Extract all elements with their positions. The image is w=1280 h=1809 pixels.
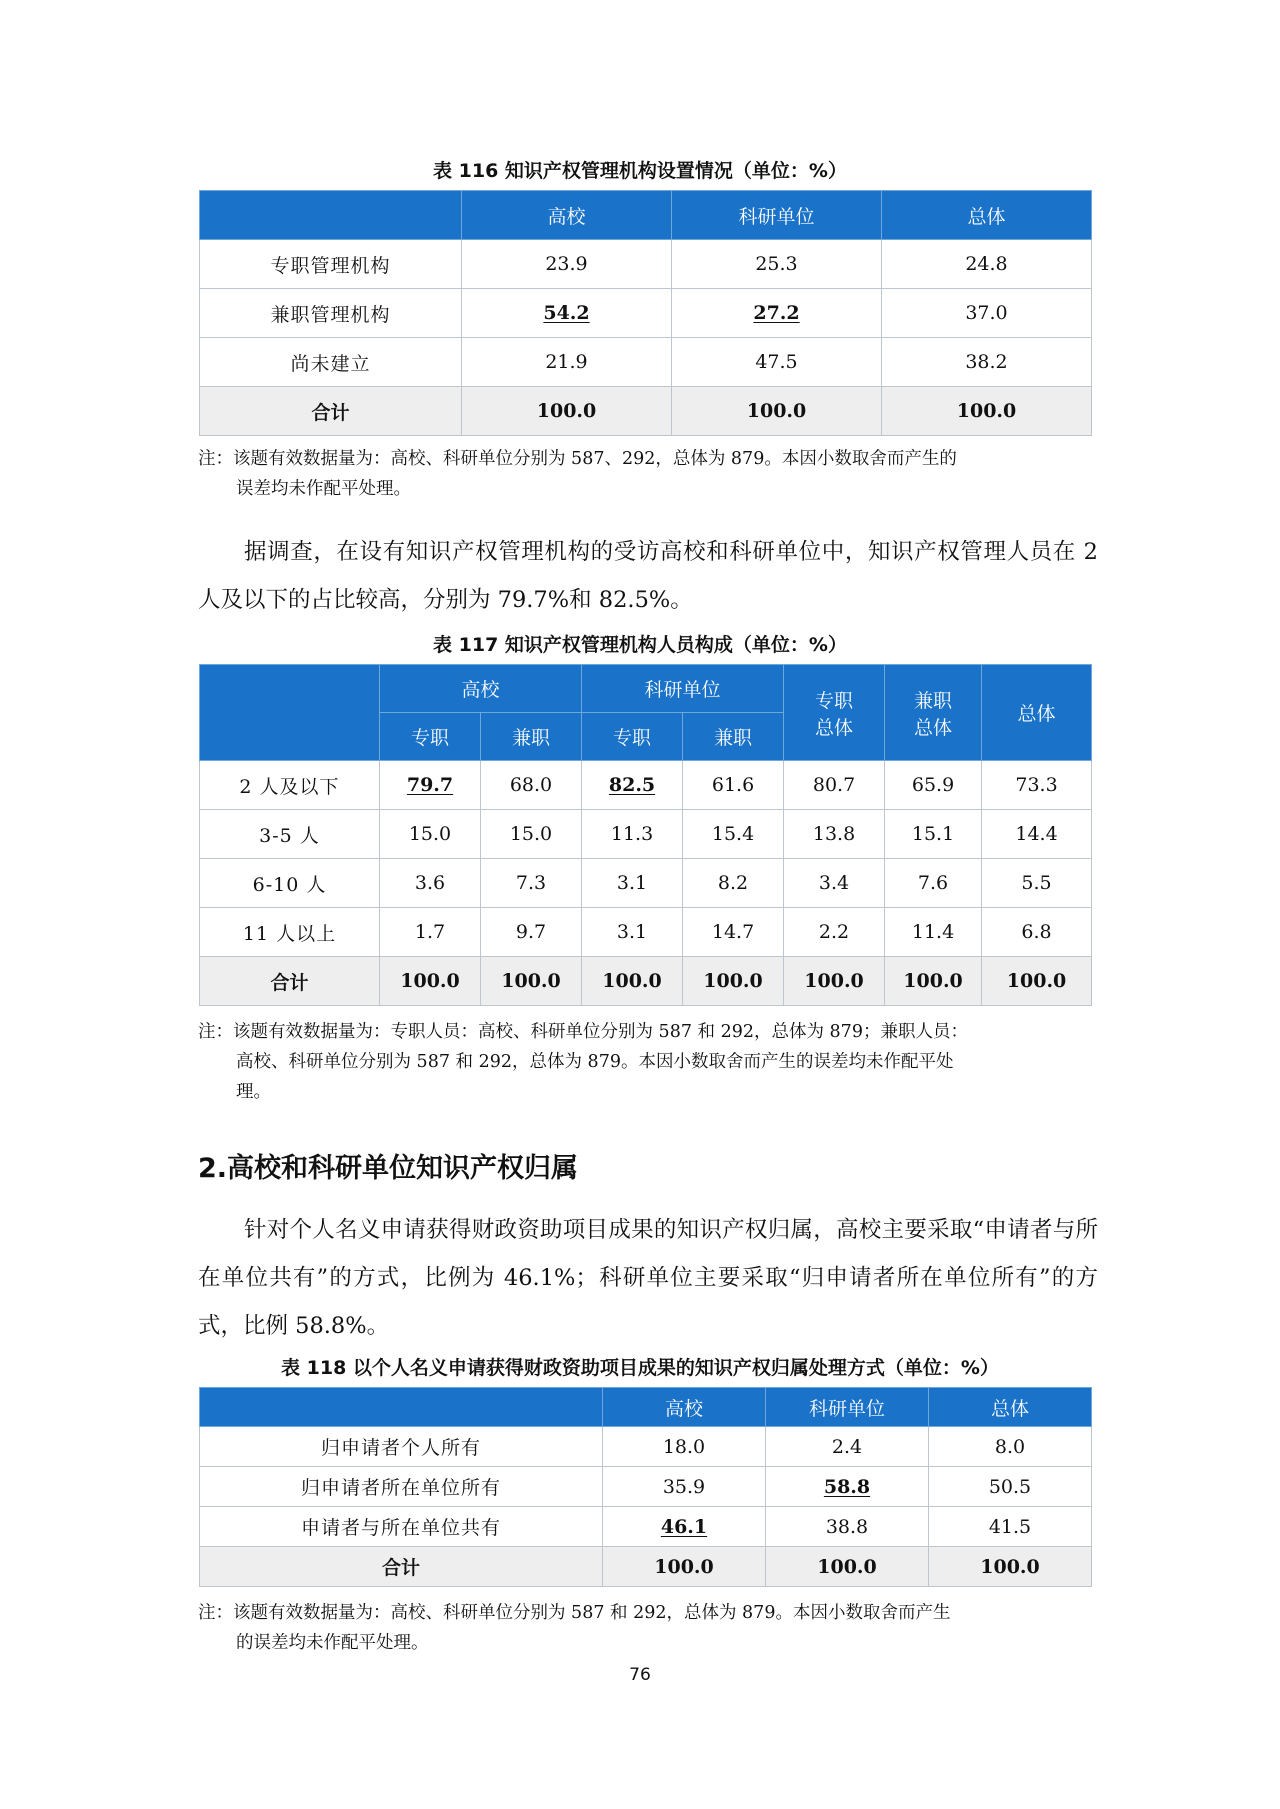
cell: 100.0 [462, 387, 672, 436]
cell: 100.0 [982, 957, 1092, 1006]
row-label: 归申请者个人所有 [200, 1427, 603, 1467]
cell [672, 289, 882, 338]
cell: 100.0 [929, 1547, 1092, 1587]
cell: 6.8 [982, 908, 1092, 957]
cell: 38.8 [766, 1507, 929, 1547]
row-label: 专职管理机构 [200, 240, 462, 289]
cell: 15.1 [885, 810, 982, 859]
cell: 25.3 [672, 240, 882, 289]
table-row [200, 1507, 1092, 1547]
note-line: 注：该题有效数据量为：专职人员：高校、科研单位分别为 587 和 292，总体为 879；兼职人员： [198, 1022, 968, 1042]
cell: 65.9 [885, 761, 982, 810]
note-line: 注：该题有效数据量为：高校、科研单位分别为 587 和 292，总体为 879。本因小数取舍而产生 [198, 1603, 951, 1623]
cell: 61.6 [683, 761, 784, 810]
table-118 [199, 1387, 1092, 1587]
cell [603, 1507, 766, 1547]
row-label: 兼职管理机构 [200, 289, 462, 338]
highlight-value: 27.2 [753, 302, 800, 324]
cell: 3.1 [582, 908, 683, 957]
cell [582, 761, 683, 810]
cell: 100.0 [481, 957, 582, 1006]
cell: 7.3 [481, 859, 582, 908]
header-cell [200, 665, 380, 761]
cell: 100.0 [380, 957, 481, 1006]
cell: 73.3 [982, 761, 1092, 810]
header-cell: 兼职 [683, 713, 784, 761]
cell: 15.0 [380, 810, 481, 859]
row-label: 合计 [200, 957, 380, 1006]
table-116-note [198, 444, 1098, 504]
cell [462, 289, 672, 338]
highlight-value: 82.5 [608, 774, 656, 796]
cell [380, 761, 481, 810]
cell [766, 1467, 929, 1507]
cell: 15.0 [481, 810, 582, 859]
table-row [200, 338, 1092, 387]
highlight-value: 54.2 [543, 302, 590, 324]
table-row [200, 810, 1092, 859]
body-paragraph: 针对个人名义申请获得财政资助项目成果的知识产权归属，高校主要采取“申请者与所在单位共有”的方式，比例为 46.1%；科研单位主要采取“归申请者所在单位所有”的方式，比例 58.8%。 [198, 1217, 1098, 1339]
cell: 2.4 [766, 1427, 929, 1467]
cell: 100.0 [784, 957, 885, 1006]
table-row [200, 908, 1092, 957]
header-cell: 总体 [882, 191, 1092, 240]
cell: 100.0 [882, 387, 1092, 436]
cell: 21.9 [462, 338, 672, 387]
cell: 37.0 [882, 289, 1092, 338]
cell: 14.4 [982, 810, 1092, 859]
note-line: 误差均未作配平处理。 [236, 479, 411, 499]
cell: 41.5 [929, 1507, 1092, 1547]
body-paragraph: 据调查，在设有知识产权管理机构的受访高校和科研单位中，知识产权管理人员在 2 人及以下的占比较高，分别为 79.7%和 82.5%。 [198, 539, 1098, 613]
cell: 8.0 [929, 1427, 1092, 1467]
cell: 68.0 [481, 761, 582, 810]
header-cell: 高校 [603, 1388, 766, 1427]
header-group-cell: 科研单位 [582, 665, 784, 713]
cell: 7.6 [885, 859, 982, 908]
table-118-caption: 表 118 以个人名义申请获得财政资助项目成果的知识产权归属处理方式（单位：%） [281, 1357, 999, 1379]
row-label: 合计 [200, 1547, 603, 1587]
header-cell [200, 1388, 603, 1427]
table-117-note [198, 1017, 1098, 1107]
cell: 100.0 [885, 957, 982, 1006]
header-cell: 科研单位 [672, 191, 882, 240]
note-line: 高校、科研单位分别为 587 和 292，总体为 879。本因小数取舍而产生的误差均未作配平处 [236, 1052, 954, 1072]
highlight-value: 79.7 [406, 774, 454, 796]
cell: 13.8 [784, 810, 885, 859]
cell: 47.5 [672, 338, 882, 387]
section-title: 2.高校和科研单位知识产权归属 [198, 1153, 579, 1184]
table-header-row [200, 191, 1092, 240]
row-label: 归申请者所在单位所有 [200, 1467, 603, 1507]
cell: 100.0 [766, 1547, 929, 1587]
note-line: 理。 [236, 1082, 271, 1102]
header-group-cell: 高校 [380, 665, 582, 713]
cell: 38.2 [882, 338, 1092, 387]
table-total-row [200, 1547, 1092, 1587]
header-label: 兼职总体 [914, 689, 953, 739]
table-header-row [200, 665, 1092, 713]
table-116-caption: 表 116 知识产权管理机构设置情况（单位：%） [433, 160, 847, 182]
cell: 50.5 [929, 1467, 1092, 1507]
row-label: 申请者与所在单位共有 [200, 1507, 603, 1547]
cell: 9.7 [481, 908, 582, 957]
header-cell [784, 665, 885, 761]
cell: 35.9 [603, 1467, 766, 1507]
row-label: 6-10 人 [200, 859, 380, 908]
row-label: 2 人及以下 [200, 761, 380, 810]
cell: 15.4 [683, 810, 784, 859]
cell: 18.0 [603, 1427, 766, 1467]
cell: 11.4 [885, 908, 982, 957]
cell: 3.6 [380, 859, 481, 908]
table-total-row [200, 957, 1092, 1006]
note-line: 注：该题有效数据量为：高校、科研单位分别为 587、292，总体为 879。本因小数取舍而产生的 [198, 449, 957, 469]
row-label: 合计 [200, 387, 462, 436]
header-cell: 总体 [929, 1388, 1092, 1427]
header-label: 专职总体 [815, 689, 854, 739]
table-row [200, 1427, 1092, 1467]
highlight-value: 58.8 [823, 1475, 871, 1498]
highlight-value: 46.1 [660, 1515, 708, 1538]
cell: 14.7 [683, 908, 784, 957]
table-total-row [200, 387, 1092, 436]
header-cell: 科研单位 [766, 1388, 929, 1427]
header-cell: 兼职 [481, 713, 582, 761]
header-cell: 专职 [380, 713, 481, 761]
cell: 100.0 [582, 957, 683, 1006]
cell: 3.1 [582, 859, 683, 908]
cell: 1.7 [380, 908, 481, 957]
row-label: 11 人以上 [200, 908, 380, 957]
cell: 100.0 [603, 1547, 766, 1587]
cell: 100.0 [683, 957, 784, 1006]
table-row [200, 859, 1092, 908]
table-118-note [198, 1598, 1098, 1658]
row-label: 3-5 人 [200, 810, 380, 859]
cell: 80.7 [784, 761, 885, 810]
cell: 5.5 [982, 859, 1092, 908]
header-cell: 总体 [982, 665, 1092, 761]
header-cell: 高校 [462, 191, 672, 240]
table-row [200, 240, 1092, 289]
cell: 3.4 [784, 859, 885, 908]
cell: 11.3 [582, 810, 683, 859]
table-117 [199, 664, 1092, 1006]
table-116 [199, 190, 1092, 436]
table-row [200, 761, 1092, 810]
table-header-row [200, 1388, 1092, 1427]
cell: 24.8 [882, 240, 1092, 289]
table-row [200, 1467, 1092, 1507]
note-line: 的误差均未作配平处理。 [236, 1633, 429, 1653]
table-117-caption: 表 117 知识产权管理机构人员构成（单位：%） [433, 634, 847, 656]
cell: 23.9 [462, 240, 672, 289]
cell: 8.2 [683, 859, 784, 908]
table-row [200, 289, 1092, 338]
page-number: 76 [629, 1665, 651, 1685]
header-cell [885, 665, 982, 761]
cell: 100.0 [672, 387, 882, 436]
header-cell: 专职 [582, 713, 683, 761]
row-label: 尚未建立 [200, 338, 462, 387]
cell: 2.2 [784, 908, 885, 957]
header-cell [200, 191, 462, 240]
